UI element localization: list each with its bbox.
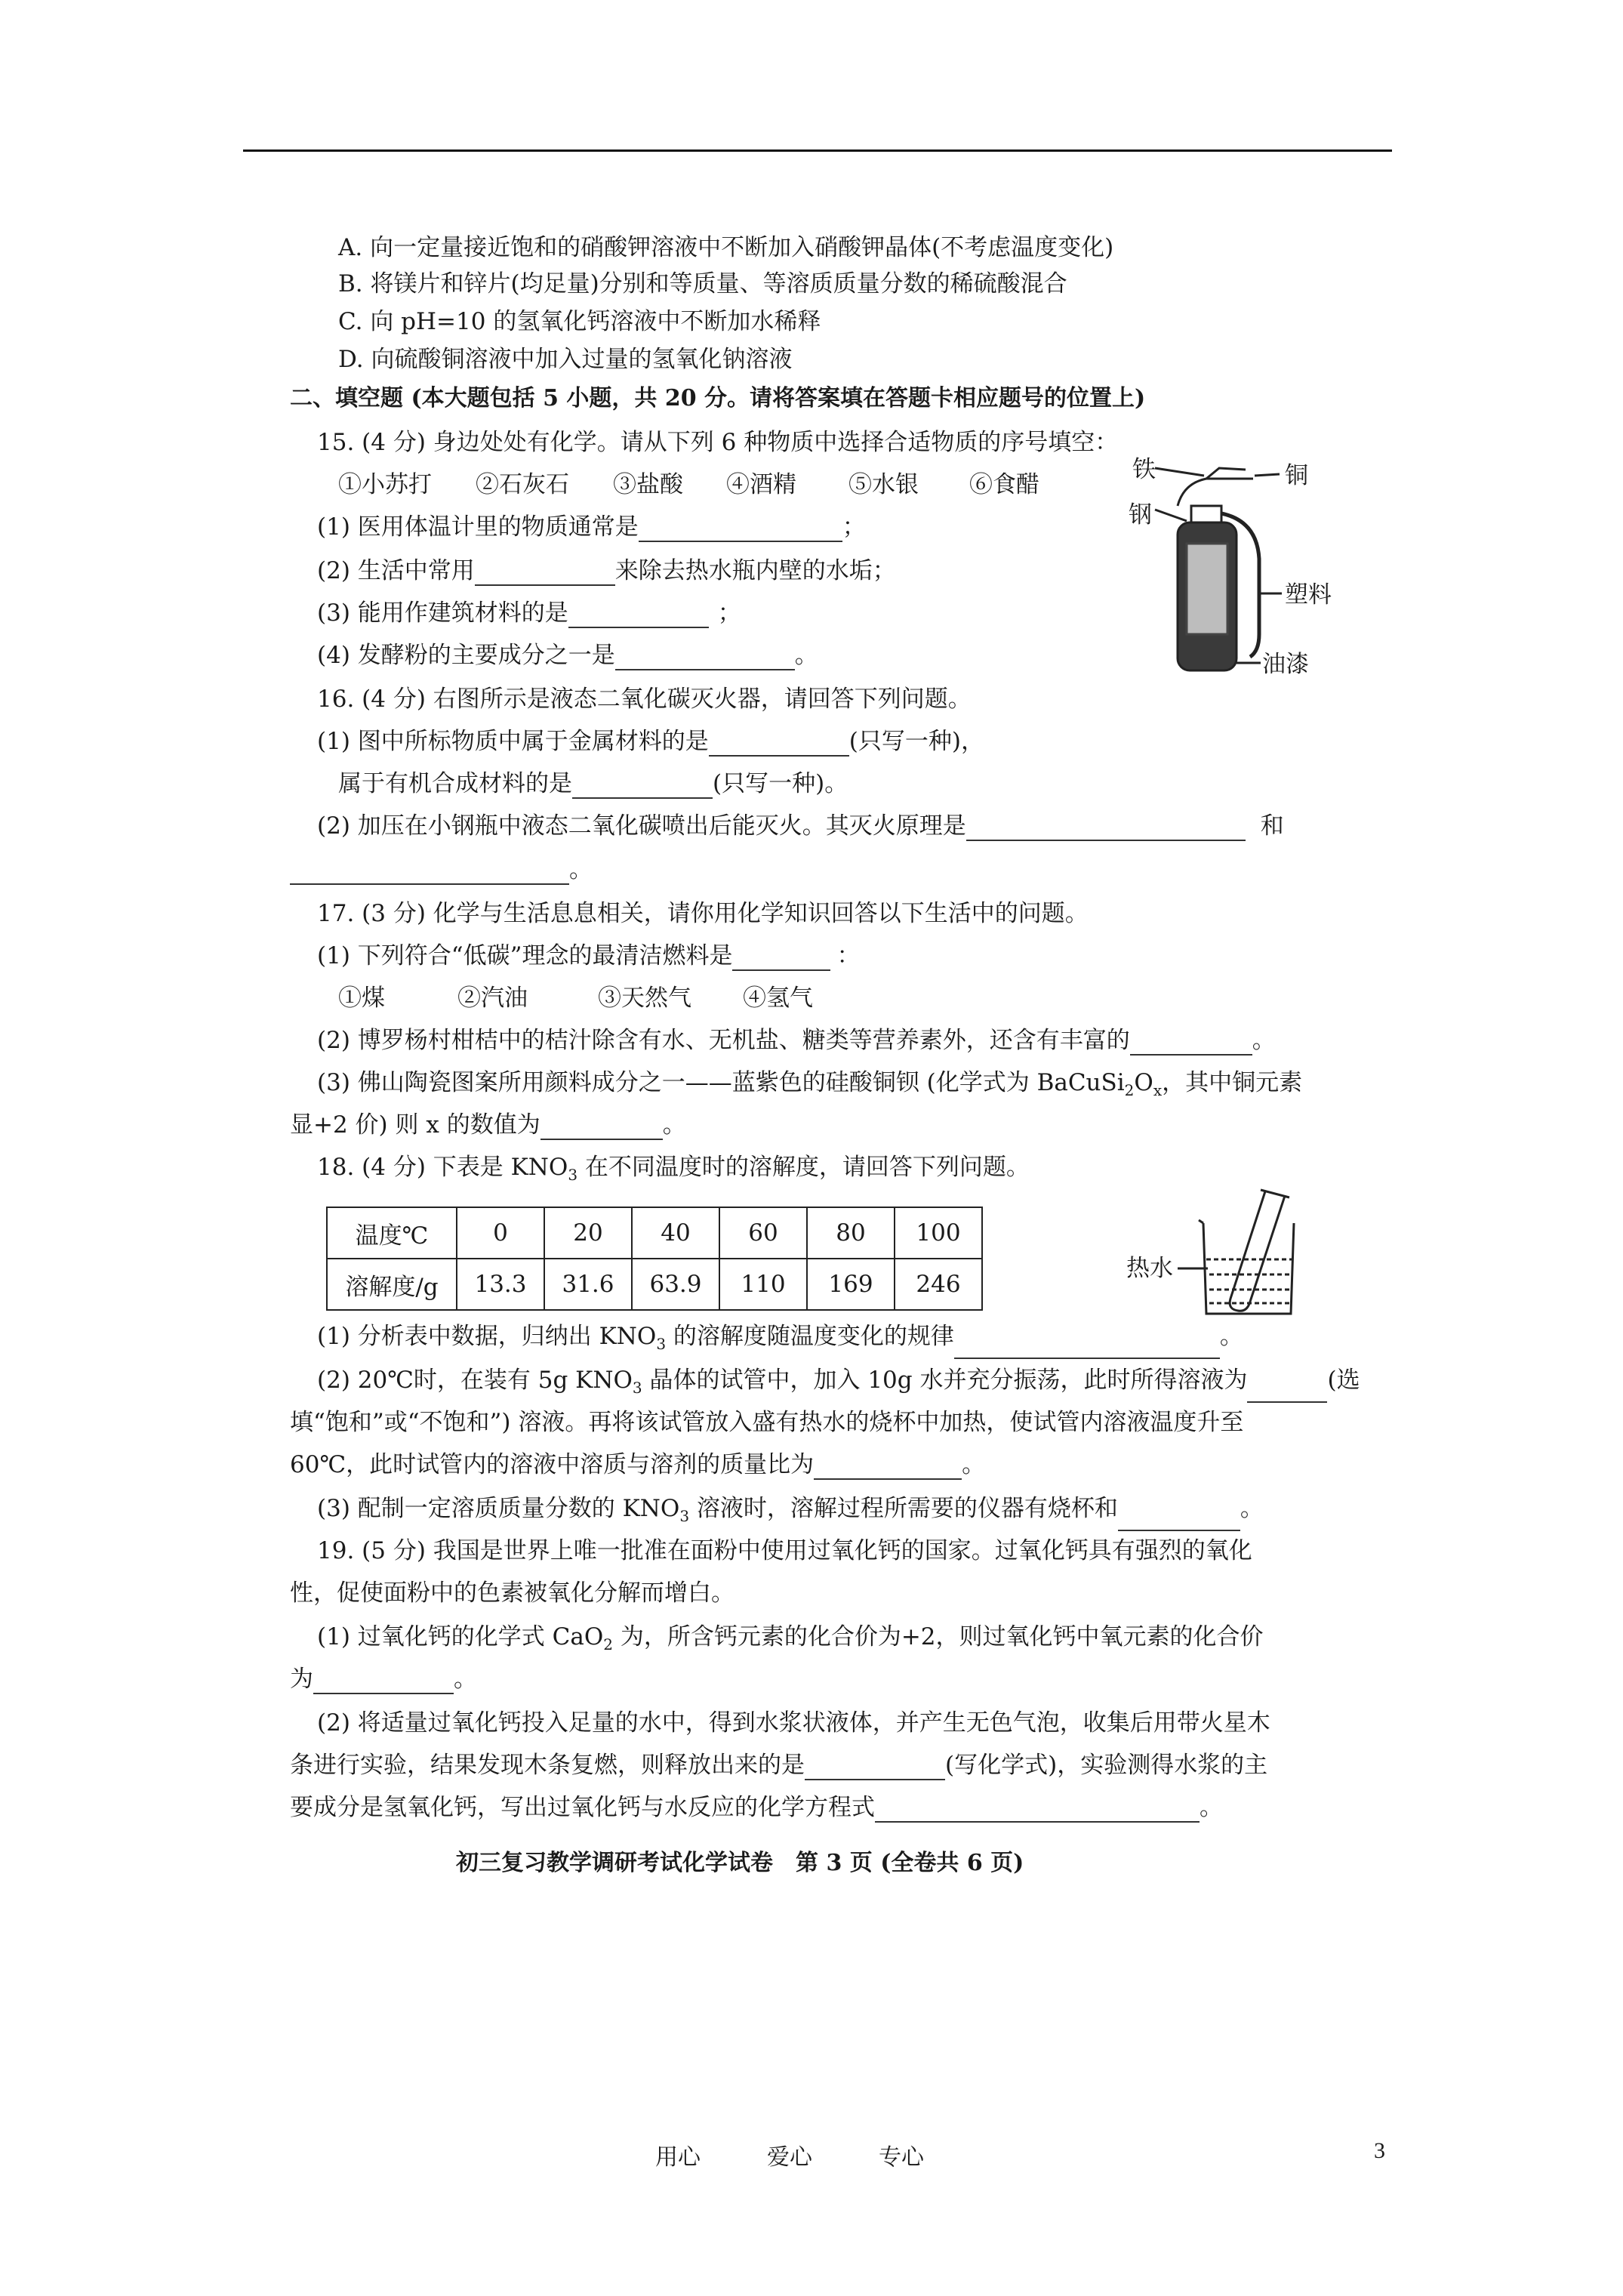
q17-item-3-o: O bbox=[1134, 1069, 1153, 1096]
q18-item-2 bbox=[317, 1365, 1360, 1403]
q19-item-1 bbox=[317, 1622, 1264, 1660]
q17-choice-2: ②汽油 bbox=[457, 985, 528, 1012]
q16-item-2-cont bbox=[290, 855, 593, 885]
answer-blank[interactable] bbox=[615, 646, 795, 670]
q14-option-b: B. 将镁片和锌片(均足量)分别和等质量、等溶质质量分数的稀硫酸混合 bbox=[338, 270, 1067, 297]
row-label-solubility: 溶解度/g bbox=[327, 1259, 457, 1310]
answer-blank[interactable] bbox=[290, 861, 569, 885]
label-hot-water: 热水 bbox=[1126, 1255, 1173, 1282]
q18-item-3-text-b: 溶液时，溶解过程所需要的仪器有烧杯和 bbox=[689, 1495, 1118, 1522]
temp-cell: 60 bbox=[719, 1207, 807, 1259]
answer-blank[interactable] bbox=[814, 1456, 962, 1480]
q19-item-1-cont bbox=[290, 1664, 477, 1694]
q17-item-3 bbox=[317, 1068, 1302, 1105]
q14-option-d: D. 向硫酸铜溶液中加入过量的氢氧化钠溶液 bbox=[338, 346, 793, 373]
q19-item-2-cont2 bbox=[290, 1792, 1223, 1823]
q15-item-1-text: (1) 医用体温计里的物质通常是 bbox=[317, 513, 639, 541]
q19-item-2-text-d: 要成分是氢氧化钙，写出过氧化钙与水反应的化学方程式 bbox=[290, 1794, 875, 1821]
q18-item-3 bbox=[317, 1493, 1264, 1531]
answer-blank[interactable] bbox=[540, 1116, 663, 1140]
q15-item-3-punct: ； bbox=[717, 599, 741, 627]
answer-blank[interactable] bbox=[966, 817, 1246, 841]
q17-item-3-cont bbox=[290, 1110, 686, 1140]
extinguisher-figure bbox=[1125, 453, 1332, 687]
q19-item-2-text-c: (写化学式)，实验测得水浆的主 bbox=[945, 1752, 1268, 1779]
subscript: 3 bbox=[632, 1379, 642, 1398]
q16-item-1 bbox=[317, 726, 984, 757]
q14-option-c: C. 向 pH=10 的氢氧化钙溶液中不断加水稀释 bbox=[338, 308, 821, 335]
solubility-cell: 110 bbox=[719, 1259, 807, 1310]
subscript: 3 bbox=[679, 1507, 690, 1526]
q19-item-2: (2) 将适量过氧化钙投入足量的水中，得到水浆状液体，并产生无色气泡，收集后用带火星木 bbox=[317, 1709, 1270, 1737]
q17-item-1-text: (1) 下列符合“低碳”理念的最清洁燃料是 bbox=[317, 942, 733, 969]
q15-choice-3: ③盐酸 bbox=[613, 471, 683, 498]
label-steel: 钢 bbox=[1129, 501, 1152, 529]
q18-item-3-punct: 。 bbox=[1240, 1495, 1264, 1522]
table-row bbox=[327, 1259, 982, 1310]
q17-choice-1: ①煤 bbox=[338, 985, 385, 1012]
table-row bbox=[327, 1207, 982, 1259]
answer-blank[interactable] bbox=[1247, 1379, 1327, 1403]
answer-blank[interactable] bbox=[1118, 1507, 1240, 1531]
q16-item-2-punct: 。 bbox=[569, 856, 593, 883]
footer-word-2: 爱心 bbox=[767, 2144, 812, 2171]
row-label-temp: 温度℃ bbox=[327, 1207, 457, 1259]
subscript: 3 bbox=[656, 1335, 667, 1354]
q15-item-4 bbox=[317, 640, 818, 670]
q17-item-2 bbox=[317, 1025, 1276, 1056]
q19-item-1-punct: 。 bbox=[454, 1666, 477, 1693]
q16-stem: 16. (4 分) 右图所示是液态二氧化碳灭火器，请回答下列问题。 bbox=[317, 686, 972, 713]
temp-cell: 20 bbox=[544, 1207, 632, 1259]
q15-item-3-text: (3) 能用作建筑材料的是 bbox=[317, 599, 568, 627]
subscript: x bbox=[1153, 1081, 1163, 1100]
q16-item-1-text-a: (1) 图中所标物质中属于金属材料的是 bbox=[317, 728, 709, 755]
q19-stem-b: 性，促使面粉中的色素被氧化分解而增白。 bbox=[290, 1579, 735, 1607]
q19-item-1-text-c: 为 bbox=[290, 1666, 313, 1693]
q17-item-3-text-a: (3) 佛山陶瓷图案所用颜料成分之一——蓝紫色的硅酸铜钡 (化学式为 BaCuSi bbox=[317, 1069, 1125, 1096]
q18-stem-b: 在不同温度时的溶解度，请回答下列问题。 bbox=[577, 1154, 1030, 1181]
q15-item-4-text: (4) 发酵粉的主要成分之一是 bbox=[317, 642, 615, 669]
subscript: 2 bbox=[1124, 1081, 1135, 1100]
q15-item-2-text-a: (2) 生活中常用 bbox=[317, 557, 475, 584]
q15-item-1-punct: ； bbox=[842, 513, 866, 541]
label-copper: 铜 bbox=[1285, 462, 1308, 489]
q17-item-3-text-c: 显+2 价) 则 x 的数值为 bbox=[290, 1111, 540, 1139]
q19-stem-a: 19. (5 分) 我国是世界上唯一批准在面粉中使用过氧化钙的国家。过氧化钙具有强烈的氧化 bbox=[317, 1537, 1252, 1564]
q16-item-1-cont bbox=[338, 769, 848, 799]
answer-blank[interactable] bbox=[805, 1756, 945, 1780]
q17-choice-3: ③天然气 bbox=[598, 985, 691, 1012]
exam-footer: 初三复习教学调研考试化学试卷 第 3 页 (全卷共 6 页) bbox=[456, 1850, 1024, 1876]
page-number: 3 bbox=[1374, 2138, 1385, 2163]
q19-item-1-text-a: (1) 过氧化钙的化学式 CaO bbox=[317, 1623, 604, 1650]
solubility-cell: 13.3 bbox=[457, 1259, 544, 1310]
section2-heading: 二、填空题 (本大题包括 5 小题，共 20 分。请将答案填在答题卡相应题号的位置上) bbox=[290, 385, 1146, 411]
answer-blank[interactable] bbox=[639, 518, 842, 542]
q19-item-1-text-b: 为，所含钙元素的化合价为+2，则过氧化钙中氧元素的化合价 bbox=[612, 1623, 1264, 1650]
q18-item-2-cont: 填“饱和”或“不饱和”) 溶液。再将该试管放入盛有热水的烧杯中加热，使试管内溶液温度升至 bbox=[290, 1409, 1244, 1436]
temp-cell: 40 bbox=[632, 1207, 719, 1259]
answer-blank[interactable] bbox=[709, 732, 849, 757]
footer-word-1: 用心 bbox=[655, 2144, 701, 2171]
answer-blank[interactable] bbox=[572, 775, 713, 799]
q17-choice-4: ④氢气 bbox=[743, 985, 813, 1012]
q18-item-2-cont2 bbox=[290, 1450, 985, 1480]
q16-item-1-text-b: (只写一种)， bbox=[848, 728, 984, 755]
solubility-cell: 31.6 bbox=[544, 1259, 632, 1310]
label-plastic: 塑料 bbox=[1285, 581, 1332, 609]
q16-item-2-text: (2) 加压在小钢瓶中液态二氧化碳喷出后能灭火。其灭火原理是 bbox=[317, 812, 966, 840]
temp-cell: 0 bbox=[457, 1207, 544, 1259]
solubility-cell: 246 bbox=[895, 1259, 982, 1310]
q17-item-1 bbox=[317, 941, 860, 971]
q15-item-2-text-b: 来除去热水瓶内壁的水垢； bbox=[614, 557, 896, 584]
q15-item-1 bbox=[317, 512, 866, 542]
solubility-table bbox=[326, 1207, 983, 1311]
q14-option-a: A. 向一定量接近饱和的硝酸钾溶液中不断加入硝酸钾晶体(不考虑温度变化) bbox=[338, 234, 1114, 261]
temp-cell: 80 bbox=[807, 1207, 895, 1259]
q19-item-2-cont bbox=[290, 1750, 1267, 1780]
q16-item-2 bbox=[317, 811, 1284, 841]
answer-blank[interactable] bbox=[954, 1335, 1220, 1359]
q17-item-1-colon: ： bbox=[836, 942, 861, 969]
q18-item-3-text-a: (3) 配制一定溶质质量分数的 KNO bbox=[317, 1495, 680, 1522]
q15-item-3 bbox=[317, 598, 741, 628]
label-paint: 油漆 bbox=[1262, 651, 1309, 678]
q16-item-1-text-c: 属于有机合成材料的是 bbox=[338, 770, 572, 797]
answer-blank[interactable] bbox=[1130, 1031, 1252, 1056]
q18-stem-a: 18. (4 分) 下表是 KNO bbox=[317, 1154, 568, 1181]
q15-choice-1: ①小苏打 bbox=[338, 471, 432, 498]
q16-item-1-text-d: (只写一种)。 bbox=[713, 770, 848, 797]
q18-item-2-text-e: 60℃，此时试管内的溶液中溶质与溶剂的质量比为 bbox=[290, 1451, 815, 1478]
answer-blank[interactable] bbox=[732, 947, 830, 971]
label-iron: 铁 bbox=[1132, 456, 1156, 483]
q17-item-2-punct: 。 bbox=[1252, 1027, 1276, 1054]
q18-item-2-text-b: 晶体的试管中，加入 10g 水并充分振荡，此时所得溶液为 bbox=[642, 1367, 1248, 1394]
temp-cell: 100 bbox=[895, 1207, 982, 1259]
q15-stem: 15. (4 分) 身边处处有化学。请从下列 6 种物质中选择合适物质的序号填空： bbox=[317, 429, 1119, 456]
q18-item-1-text-a: (1) 分析表中数据，归纳出 KNO bbox=[317, 1323, 657, 1350]
q18-item-1-text-b: 的溶解度随温度变化的规律 bbox=[666, 1323, 954, 1350]
beaker-figure bbox=[1125, 1185, 1321, 1321]
q18-stem bbox=[317, 1152, 1030, 1190]
q18-item-1 bbox=[317, 1321, 1243, 1359]
subscript: 3 bbox=[568, 1166, 578, 1185]
q15-choice-6: ⑥食醋 bbox=[969, 471, 1039, 498]
q15-choice-5: ⑤水银 bbox=[848, 471, 919, 498]
q15-choice-4: ④酒精 bbox=[726, 471, 796, 498]
q15-item-4-punct: 。 bbox=[794, 642, 818, 669]
answer-blank[interactable] bbox=[875, 1798, 1200, 1823]
q17-stem: 17. (3 分) 化学与生活息息相关，请你用化学知识回答以下生活中的问题。 bbox=[317, 900, 1089, 927]
q18-item-2-punct: 。 bbox=[962, 1451, 986, 1478]
answer-blank[interactable] bbox=[313, 1670, 454, 1694]
q15-choice-2: ②石灰石 bbox=[476, 471, 569, 498]
q19-item-2-punct: 。 bbox=[1200, 1794, 1223, 1821]
q18-item-1-punct: 。 bbox=[1219, 1323, 1243, 1350]
q17-item-3-text-b: ，其中铜元素 bbox=[1162, 1069, 1303, 1096]
q17-item-3-punct: 。 bbox=[662, 1111, 686, 1139]
answer-blank[interactable] bbox=[568, 604, 709, 628]
q16-item-2-and: 和 bbox=[1260, 812, 1284, 840]
q17-item-2-text: (2) 博罗杨村柑桔中的桔汁除含有水、无机盐、糖类等营养素外，还含有丰富的 bbox=[317, 1027, 1130, 1054]
answer-blank[interactable] bbox=[475, 562, 615, 586]
q19-item-2-text-b: 条进行实验，结果发现木条复燃，则释放出来的是 bbox=[290, 1752, 805, 1779]
q18-item-2-text-a: (2) 20℃时，在装有 5g KNO bbox=[317, 1367, 633, 1394]
q15-item-2 bbox=[317, 556, 896, 586]
subscript: 2 bbox=[603, 1635, 613, 1654]
solubility-cell: 63.9 bbox=[632, 1259, 719, 1310]
header-rule bbox=[243, 149, 1392, 152]
q18-item-2-text-c: (选 bbox=[1327, 1367, 1360, 1394]
footer-word-3: 专心 bbox=[879, 2144, 924, 2171]
solubility-cell: 169 bbox=[807, 1259, 895, 1310]
